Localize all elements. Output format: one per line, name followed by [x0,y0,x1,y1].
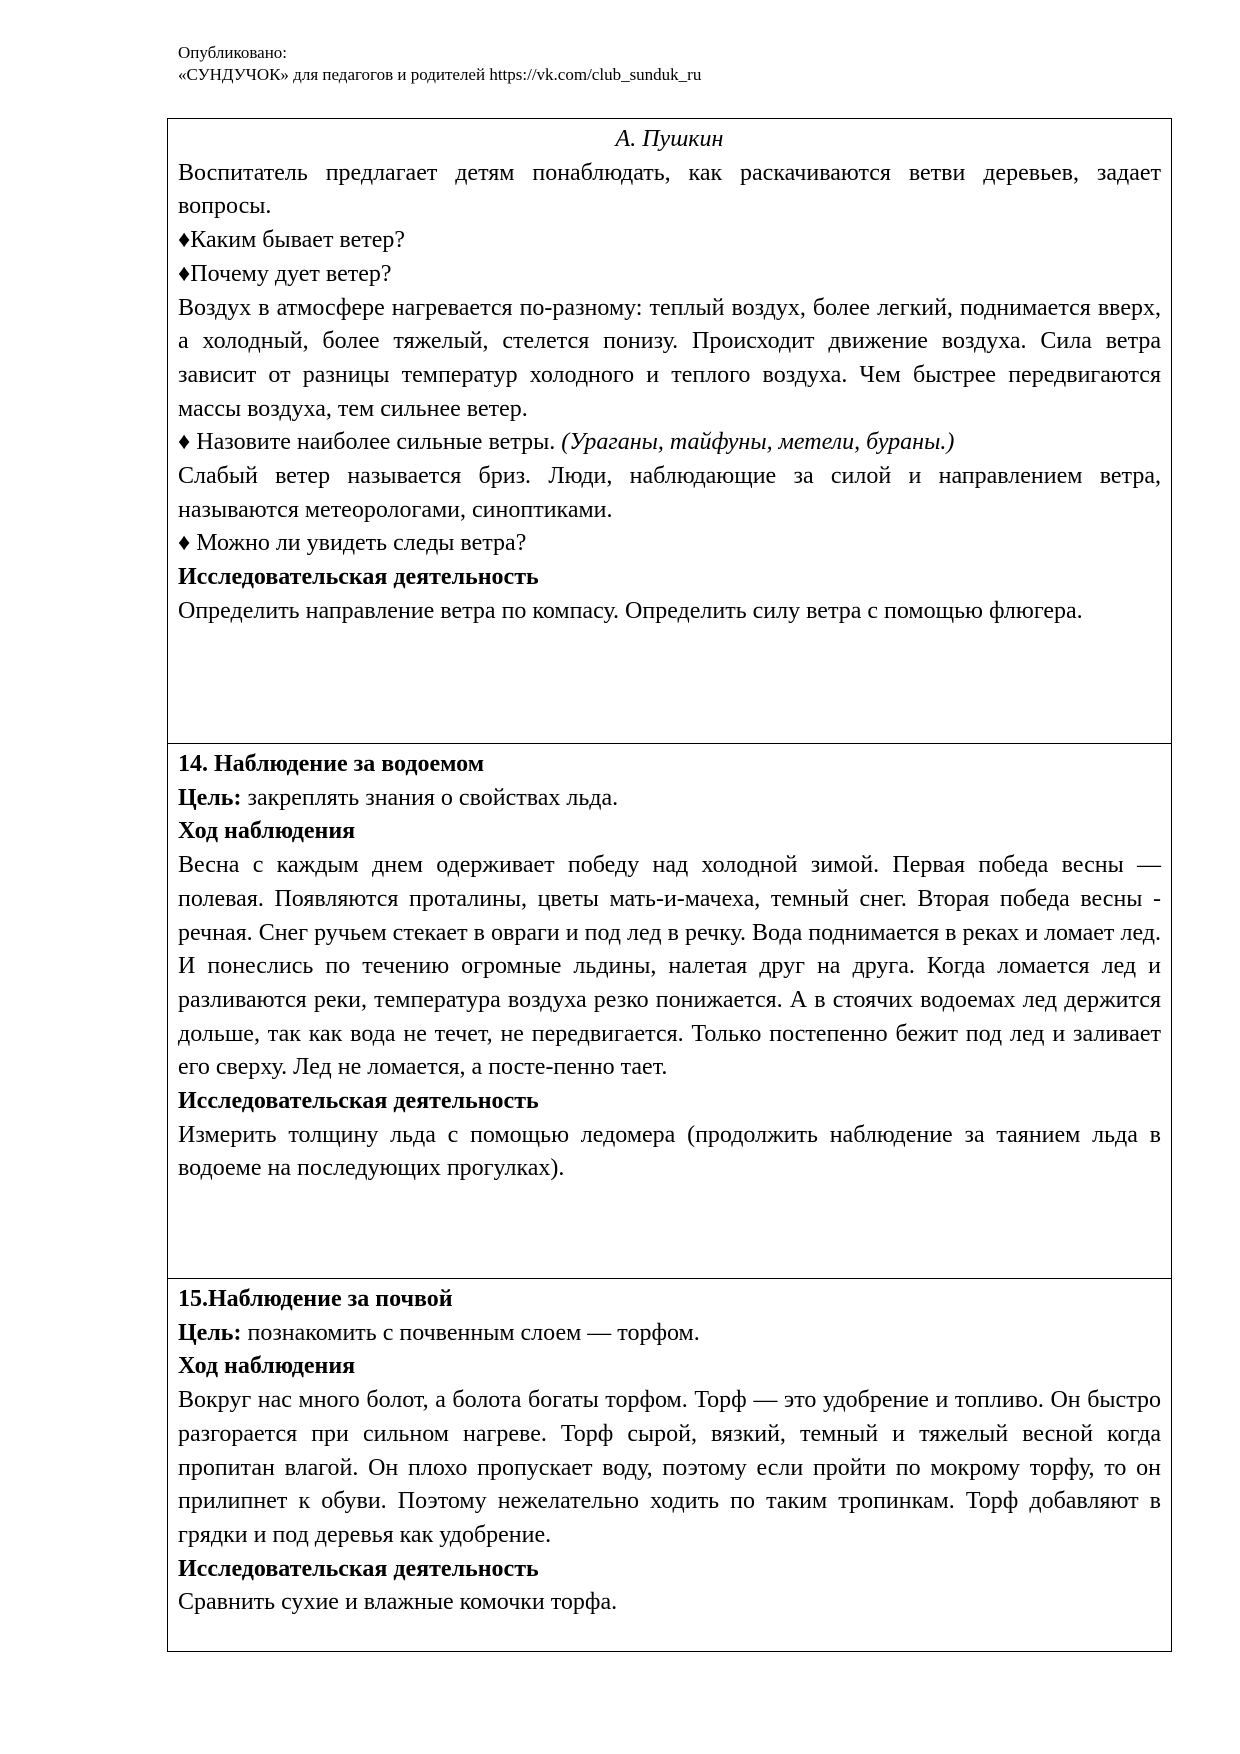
section-title: 15.Наблюдение за почвой [178,1286,453,1312]
table-row [168,1279,1172,1652]
question: ♦Почему дует ветер? [178,260,392,287]
author: А. Пушкин [615,126,724,152]
paragraph: Весна с каждым днем одерживает победу над холодной зимой. Первая победа весны — полевая. Появляются проталины, цветы мать-и-мачеха, темный снег. Вторая победа весны - речная. Снег ручьем стекает в овраги и под лед в речку. Вода поднимается в реках и ломает лед. И понеслись по течению огромные льдины, налетая друг на друга. Когда ломается лед и разливаются реки, температура воздуха резко понижается. А в стоячих водоемах лед держится дольше, так как вода не течет, не передвигается. Только постепенно бежит под лед и заливает его сверху. Лед не ломается, а посте-пенно тает. [178,852,1161,1081]
research-text: Измерить толщину льда с помощью ледомера (продолжить наблюдение за таянием льда в водоеме на последующих прогулках). [178,1121,1161,1182]
paragraph: Слабый ветер называется бриз. Люди, наблюдающие за силой и направлением ветра, называются метеорологами, синоптиками. [178,463,1161,523]
research-title: Исследовательская деятельность [178,1555,539,1582]
observations-table [167,118,1172,1652]
goal-label: Цель: [178,784,242,811]
question: ♦Каким бывает ветер? [178,227,406,254]
research-title: Исследовательская деятельность [178,564,539,591]
page-header [178,42,701,86]
goal [178,1317,1161,1351]
goal-text: закреплять знания о свойствах льда. [241,784,619,811]
research-text: Определить направление ветра по компасу. Определить силу ветра с помощью флюгера. [178,597,1083,624]
question: ♦ Можно ли увидеть следы ветра? [178,530,527,557]
research-title: Исследовательская деятельность [178,1088,539,1115]
goal [178,782,1161,816]
published-label: Опубликовано: [178,43,288,62]
section-soil [168,1279,1172,1652]
research-text: Сравнить сухие и влажные комочки торфа. [178,1589,618,1616]
course-title: Ход наблюдения [178,1353,356,1380]
section-title: 14. Наблюдение за водоемом [178,751,485,777]
table-row [168,119,1172,744]
section-pond [168,744,1172,1279]
question [178,426,1161,460]
table-row [168,744,1172,1279]
answer-text: (Ураганы, тайфуны, метели, бураны.) [561,429,955,456]
course-title: Ход наблюдения [178,818,356,845]
source-line: «СУНДУЧОК» для педагогов и родителей https://vk.com/club_sunduk_ru [178,65,702,84]
goal-label: Цель: [178,1319,242,1346]
paragraph: Вокруг нас много болот, а болота богаты торфом. Торф — это удобрение и топливо. Он быстро разгорается при сильном нагреве. Торф сырой, вязкий, темный и тяжелый весной когда пропитан влагой. Он плохо пропускает воду, поэтому если пройти по мокрому торфу, то он прилипнет к обуви. Поэтому нежелательно ходить по таким тропинкам. Торф добавляют в грядки и под деревья как удобрение. [178,1387,1161,1548]
question-text: ♦ Назовите наиболее сильные ветры. [178,429,556,456]
goal-text: познакомить с почвенным слоем — торфом. [241,1319,700,1346]
paragraph: Воспитатель предлагает детям понаблюдать, как раскачиваются ветви деревьев, задает вопросы. [178,159,1161,220]
section-wind [168,119,1172,744]
paragraph: Воздух в атмосфере нагревается по-разному: теплый воздух, более легкий, поднимается вверх, а холодный, более тяжелый, стелется понизу. Происходит движение воздуха. Сила ветра зависит от разницы температур холодного и теплого воздуха. Чем быстрее передвигаются массы воздуха, тем сильнее ветер. [178,294,1161,422]
